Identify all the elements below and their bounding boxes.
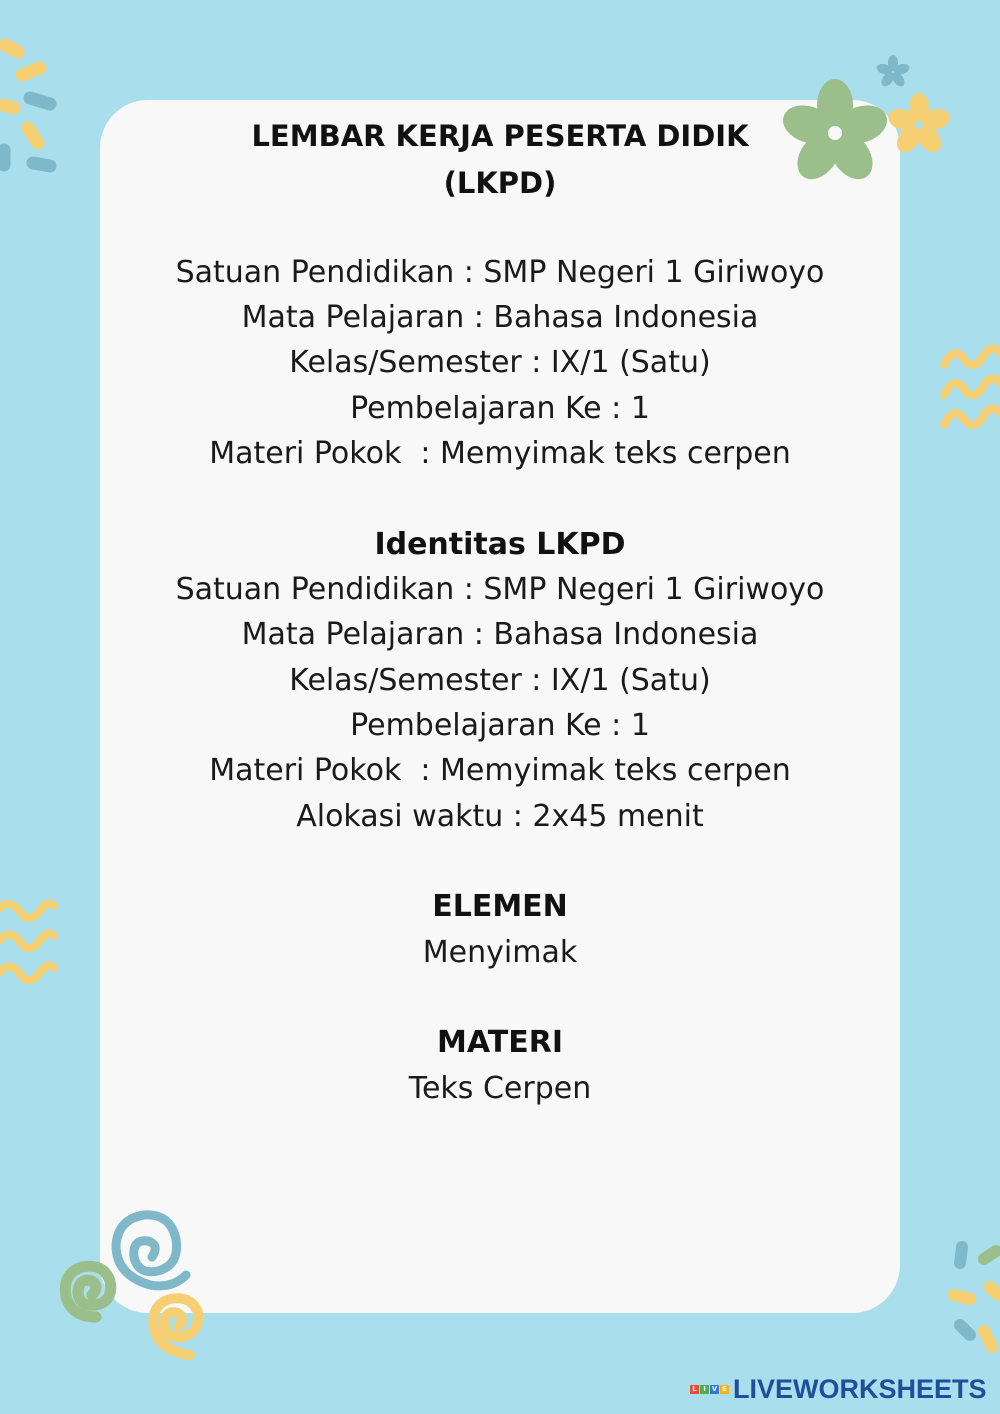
liveworksheets-logo-icon: L I V E [690, 1385, 729, 1394]
spiral-decoration [60, 1205, 230, 1365]
info-materi-pokok: Materi Pokok : Memyimak teks cerpen [209, 436, 791, 471]
info-satuan-pendidikan: Satuan Pendidikan : SMP Negeri 1 Giriwoyo [175, 255, 825, 290]
identitas-mata-pelajaran: Mata Pelajaran : Bahasa Indonesia [241, 617, 759, 652]
identitas-materi-pokok: Materi Pokok : Memyimak teks cerpen [209, 753, 791, 788]
identitas-alokasi-waktu: Alokasi waktu : 2x45 menit [296, 799, 704, 834]
identitas-satuan-pendidikan: Satuan Pendidikan : SMP Negeri 1 Giriwoyo [175, 572, 825, 607]
worksheet-title-abbr: (LKPD) [443, 166, 557, 200]
elemen-heading: ELEMEN [432, 889, 568, 924]
materi-value: Teks Cerpen [408, 1071, 592, 1106]
identitas-kelas-semester: Kelas/Semester : IX/1 (Satu) [289, 663, 711, 698]
info-kelas-semester: Kelas/Semester : IX/1 (Satu) [289, 345, 711, 380]
identitas-pembelajaran: Pembelajaran Ke : 1 [350, 708, 650, 743]
identitas-heading: Identitas LKPD [374, 527, 626, 562]
confetti-decoration-bottom [940, 1235, 1000, 1365]
small-blue-flower-icon [873, 52, 913, 92]
info-pembelajaran: Pembelajaran Ke : 1 [350, 391, 650, 426]
wave-decoration-left [0, 900, 60, 995]
info-mata-pelajaran: Mata Pelajaran : Bahasa Indonesia [241, 300, 759, 335]
elemen-value: Menyimak [422, 935, 578, 970]
materi-heading: MATERI [437, 1025, 563, 1060]
wave-decoration-right [940, 345, 1000, 440]
liveworksheets-logo-text: LIVEWORKSHEETS [733, 1373, 987, 1404]
confetti-decoration [0, 30, 70, 180]
worksheet-title: LEMBAR KERJA PESERTA DIDIK [251, 119, 749, 153]
liveworksheets-logo[interactable] [690, 1374, 990, 1404]
